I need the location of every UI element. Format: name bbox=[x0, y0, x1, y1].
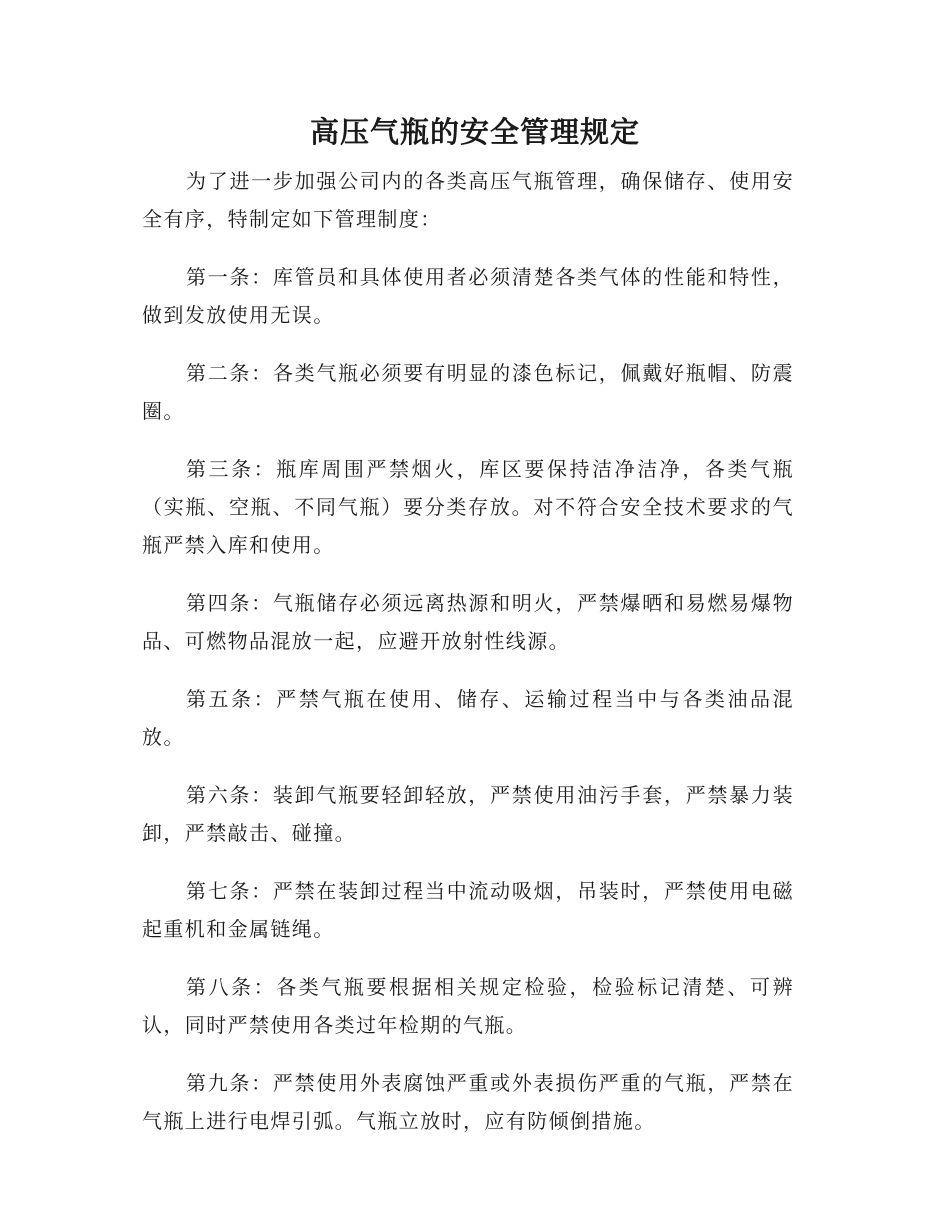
article-3-paragraph: 第三条：瓶库周围严禁烟火，库区要保持洁净洁净，各类气瓶（实瓶、空瓶、不同气瓶）要分类存放。对不符合安全技术要求的气瓶严禁入库和使用。 bbox=[142, 457, 794, 557]
intro-paragraph: 为了进一步加强公司内的各类高压气瓶管理，确保储存、使用安全有序，特制定如下管理制度： bbox=[142, 169, 794, 231]
article-7-paragraph: 第七条：严禁在装卸过程当中流动吸烟，吊装时，严禁使用电磁起重机和金属链绳。 bbox=[142, 879, 794, 941]
article-9-paragraph: 第九条：严禁使用外表腐蚀严重或外表损伤严重的气瓶，严禁在气瓶上进行电焊引弧。气瓶立放时，应有防倾倒措施。 bbox=[142, 1071, 794, 1133]
article-6-paragraph: 第六条：装卸气瓶要轻卸轻放，严禁使用油污手套，严禁暴力装卸，严禁敲击、碰撞。 bbox=[142, 783, 794, 845]
article-8-paragraph: 第八条：各类气瓶要根据相关规定检验，检验标记清楚、可辨认，同时严禁使用各类过年检期的气瓶。 bbox=[142, 975, 794, 1037]
article-5-paragraph: 第五条：严禁气瓶在使用、储存、运输过程当中与各类油品混放。 bbox=[142, 687, 794, 749]
article-2-paragraph: 第二条：各类气瓶必须要有明显的漆色标记，佩戴好瓶帽、防震圈。 bbox=[142, 361, 794, 423]
article-1-paragraph: 第一条：库管员和具体使用者必须清楚各类气体的性能和特性，做到发放使用无误。 bbox=[142, 265, 794, 327]
document-title: 高压气瓶的安全管理规定 bbox=[309, 115, 640, 149]
article-4-paragraph: 第四条：气瓶储存必须远离热源和明火，严禁爆晒和易燃易爆物品、可燃物品混放一起，应避开放射性线源。 bbox=[142, 591, 794, 653]
document-body bbox=[142, 162, 794, 1160]
